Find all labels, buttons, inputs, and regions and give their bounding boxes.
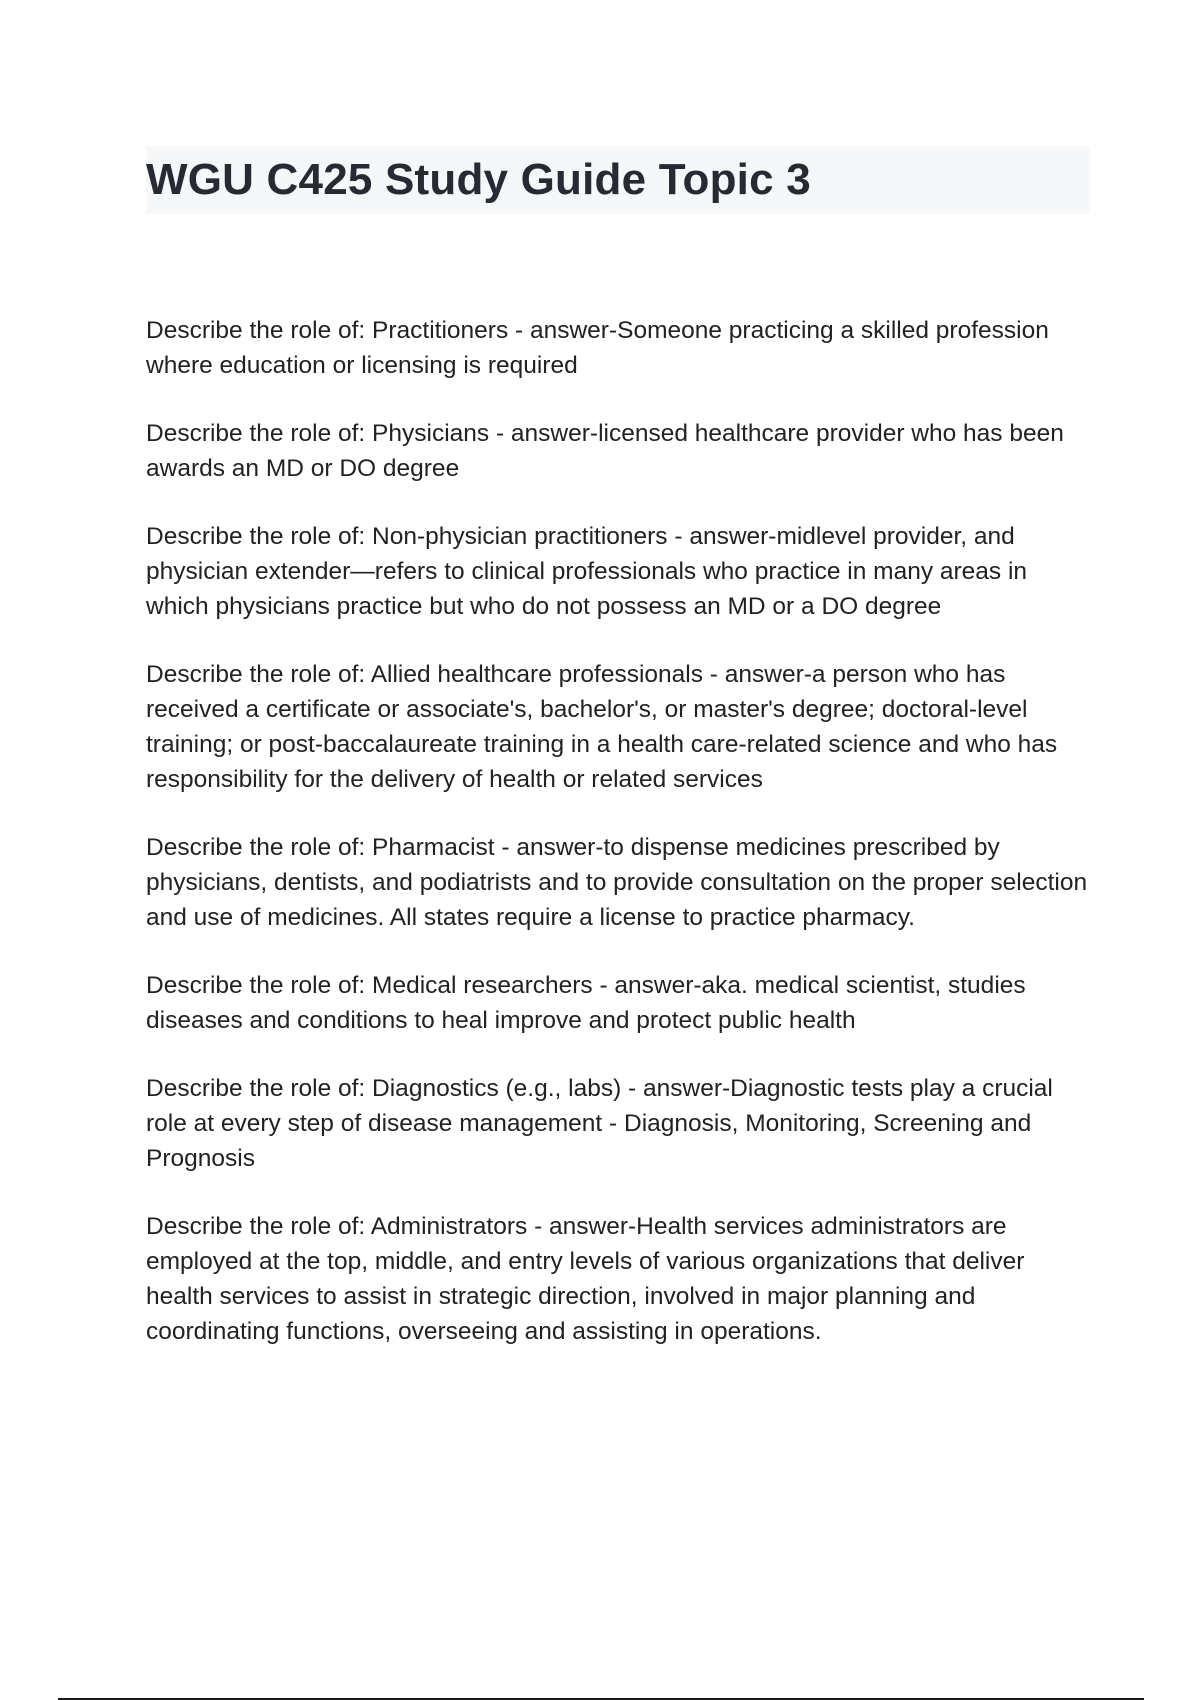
qa-entry-non-physician-practitioners: Describe the role of: Non-physician practitioners - answer-midlevel provider, and physician extender—refers to clinical professionals who practice in many areas in which physicians practice but who do not possess an MD or a DO degree <box>146 523 1028 620</box>
qa-entry-practitioners: Describe the role of: Practitioners - answer-Someone practicing a skilled profession where education or licensing is required <box>146 317 1049 379</box>
qa-entry-physicians: Describe the role of: Physicians - answer-licensed healthcare provider who has been awards an MD or DO degree <box>146 420 1064 482</box>
title-banner <box>146 146 1090 214</box>
qa-entry-administrators: Describe the role of: Administrators - answer-Health services administrators are employed at the top, middle, and entry levels of various organizations that deliver health services to assist in strategic direction, involved in major planning and coordinating functions, overseeing and assisting in operations. <box>146 1213 1025 1345</box>
qa-entry-pharmacist: Describe the role of: Pharmacist - answer-to dispense medicines prescribed by physicians, dentists, and podiatrists and to provide consultation on the proper selection and use of medicines. All states require a license to practice pharmacy. <box>146 834 1088 931</box>
qa-entry-medical-researchers: Describe the role of: Medical researchers - answer-aka. medical scientist, studies diseases and conditions to heal improve and protect public health <box>146 972 1026 1034</box>
page-title: WGU C425 Study Guide Topic 3 <box>146 155 811 204</box>
qa-entry-diagnostics: Describe the role of: Diagnostics (e.g., labs) - answer-Diagnostic tests play a crucial role at every step of disease management - Diagnosis, Monitoring, Screening and Prognosis <box>146 1075 1053 1172</box>
qa-entry-allied-healthcare: Describe the role of: Allied healthcare professionals - answer-a person who has received a certificate or associate's, bachelor's, or master's degree; doctoral-level training; or post-baccalaureate training in a health care-related science and who has responsibility for the delivery of health or related services <box>146 661 1058 793</box>
qa-list <box>146 313 1092 1382</box>
